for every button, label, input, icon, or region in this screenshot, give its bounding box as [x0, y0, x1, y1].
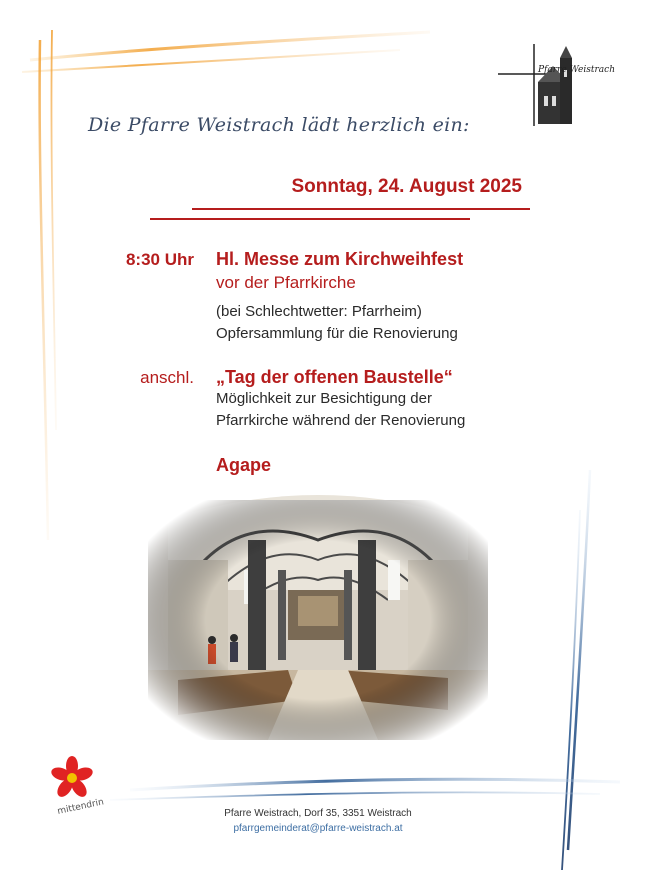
church-logo-icon	[494, 42, 616, 128]
blue-stroke-bottom-1	[130, 779, 620, 790]
schedule-item-1	[216, 249, 596, 345]
bottom-logo-text: mittendrin	[56, 797, 105, 817]
footer-address: Pfarre Weistrach, Dorf 35, 3351 Weistrach	[224, 808, 412, 819]
schedule-title-2: „Tag der offenen Baustelle“	[216, 367, 453, 387]
invitation-heading: Die Pfarre Weistrach lädt herzlich ein:	[88, 114, 470, 136]
orange-stroke-top-2	[22, 50, 400, 72]
schedule-time-2: anschl.	[140, 368, 194, 387]
footer-email[interactable]: pfarrgemeinderat@pfarre-weistrach.at	[233, 823, 403, 834]
schedule-detail-1-1: (bei Schlechtwetter: Pfarrheim)	[216, 303, 422, 320]
date-underline-2	[150, 218, 470, 220]
blue-stroke-bottom-2	[110, 792, 600, 800]
orange-stroke-left-2	[51, 30, 56, 430]
blue-stroke-right-2	[562, 510, 580, 870]
logo-text: Pfarre Weistrach	[538, 65, 616, 75]
schedule-detail-1-2: Opfersammlung für die Renovierung	[216, 325, 458, 342]
schedule-title-3: Agape	[216, 455, 272, 475]
church-interior-photo	[148, 500, 488, 740]
schedule-title-1: Hl. Messe zum Kirchweihfest	[216, 249, 464, 269]
schedule-detail-2-2: Pfarrkirche während der Renovierung	[216, 412, 466, 429]
schedule-time-1: 8:30 Uhr	[125, 250, 194, 269]
schedule-subtitle-1: vor der Pfarrkirche	[216, 273, 356, 292]
orange-stroke-left-1	[40, 40, 48, 540]
schedule-detail-2-1: Möglichkeit zur Besichtigung der	[216, 390, 432, 407]
blue-stroke-right-1	[568, 470, 590, 850]
orange-stroke-top-1	[30, 32, 430, 60]
schedule-item-2	[216, 367, 596, 432]
flower-logo-icon	[40, 752, 120, 832]
date-underline-1	[192, 208, 530, 210]
event-date: Sonntag, 24. August 2025	[291, 176, 522, 197]
schedule-item-3	[216, 455, 596, 476]
